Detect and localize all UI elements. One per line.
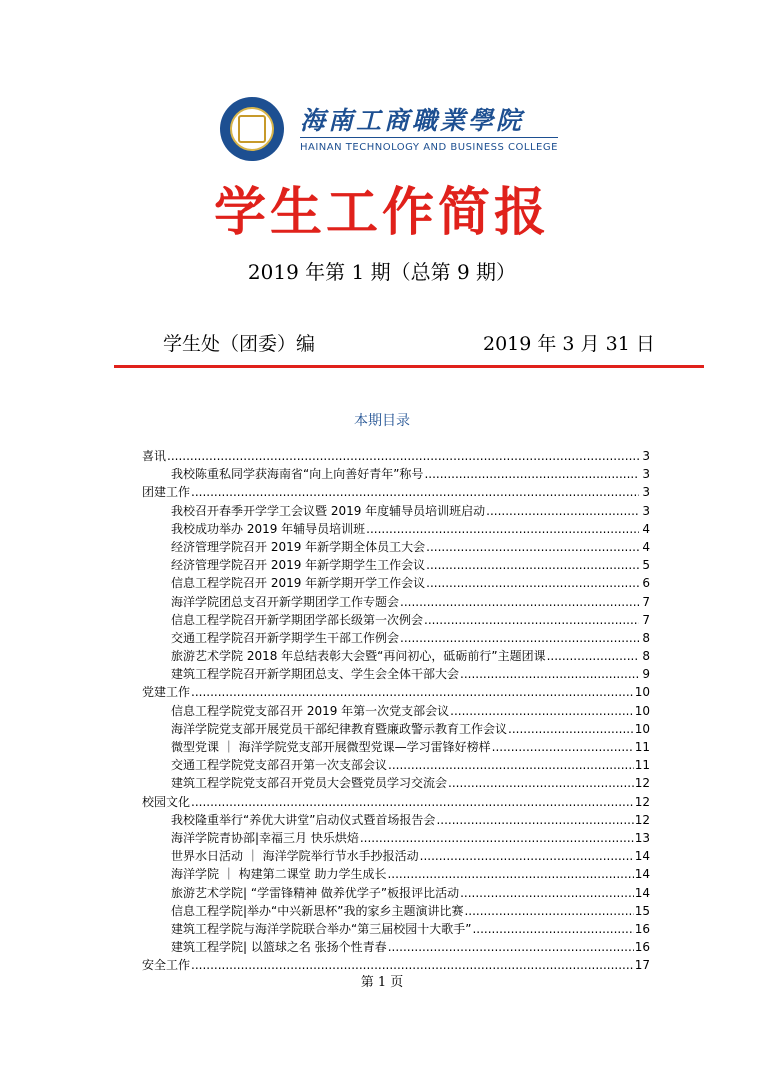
toc-entry-title: 建筑工程学院与海洋学院联合举办“第三届校园十大歌手”	[171, 921, 472, 936]
toc-leader-dots	[464, 904, 633, 918]
toc-entry[interactable]	[142, 829, 650, 847]
page-footer: 第 1 页	[360, 975, 404, 990]
toc-entry-title: 党建工作	[142, 685, 191, 700]
toc-leader-dots	[167, 449, 639, 463]
toc-leader-dots	[400, 631, 639, 645]
toc-entry[interactable]	[142, 774, 650, 792]
toc-entry[interactable]	[142, 574, 650, 592]
toc-entry-title: 信息工程学院召开新学期团学部长级第一次例会	[171, 612, 424, 627]
toc-entry-page: 3	[642, 485, 650, 500]
toc-heading: 本期目录	[354, 413, 410, 429]
toc-entry-page: 5	[642, 558, 650, 573]
table-of-contents	[142, 447, 650, 974]
toc-leader-dots	[420, 849, 634, 863]
toc-entry-page: 6	[642, 576, 650, 591]
toc-entry-title: 信息工程学院党支部召开 2019 年第一次党支部会议	[171, 703, 450, 718]
toc-entry-title: 海洋学院党支部开展党员干部纪律教育暨廉政警示教育工作会议	[171, 721, 508, 736]
issue-number: 2019 年第 1 期（总第 9 期）	[247, 260, 517, 284]
toc-entry-page: 8	[642, 630, 650, 645]
toc-entry[interactable]	[142, 502, 650, 520]
toc-entry-title: 旅游艺术学院| “学雷锋精神 做养优学子”板报评比活动	[171, 885, 460, 900]
toc-leader-dots	[360, 831, 634, 845]
toc-entry-page: 10	[634, 703, 650, 718]
toc-entry-title: 校园文化	[142, 794, 191, 809]
logo-english-name: HAINAN TECHNOLOGY AND BUSINESS COLLEGE	[300, 142, 558, 153]
toc-entry-page: 12	[634, 776, 650, 791]
toc-entry-title: 我校召开春季开学学工会议暨 2019 年度辅导员培训班启动	[171, 503, 486, 518]
toc-entry-title: 海洋学院青协部|幸福三月 快乐烘焙	[171, 830, 359, 845]
toc-entry-title: 信息工程学院|举办“中兴新思杯”我的家乡主题演讲比赛	[171, 903, 464, 918]
toc-entry-page: 17	[634, 958, 650, 973]
toc-leader-dots	[492, 740, 634, 754]
toc-entry[interactable]	[142, 465, 650, 483]
toc-entry-page: 3	[642, 467, 650, 482]
toc-entry[interactable]	[142, 665, 650, 683]
toc-leader-dots	[191, 485, 639, 499]
toc-entry[interactable]	[142, 629, 650, 647]
toc-entry-page: 3	[642, 503, 650, 518]
toc-leader-dots	[424, 467, 639, 481]
toc-leader-dots	[426, 540, 639, 554]
toc-entry-page: 7	[642, 594, 650, 609]
editor-line: 学生处（团委）编	[163, 333, 316, 355]
toc-entry-page: 9	[642, 667, 650, 682]
toc-entry-title: 信息工程学院召开 2019 年新学期开学工作会议	[171, 576, 426, 591]
toc-entry-page: 15	[634, 903, 650, 918]
toc-leader-dots	[450, 704, 634, 718]
toc-entry-title: 团建工作	[142, 485, 191, 500]
toc-entry-page: 10	[634, 721, 650, 736]
toc-entry[interactable]	[142, 556, 650, 574]
toc-entry-title: 交通工程学院召开新学期学生干部工作例会	[171, 630, 400, 645]
toc-entry-title: 微型党课 ｜ 海洋学院党支部开展微型党课—学习雷锋好榜样	[171, 740, 491, 754]
toc-entry-page: 4	[642, 539, 650, 554]
toc-entry-page: 12	[634, 812, 650, 827]
toc-leader-dots	[366, 522, 639, 536]
toc-entry-title: 喜讯	[142, 449, 167, 463]
toc-entry[interactable]	[142, 447, 650, 465]
toc-leader-dots	[400, 595, 639, 609]
toc-leader-dots	[547, 649, 639, 663]
red-divider	[114, 365, 704, 368]
toc-leader-dots	[426, 576, 639, 590]
toc-leader-dots	[191, 795, 634, 809]
toc-entry-page: 14	[634, 849, 650, 864]
toc-entry[interactable]	[142, 538, 650, 556]
bulletin-title: 学生工作简报	[213, 182, 550, 243]
toc-entry[interactable]	[142, 938, 650, 956]
toc-entry-title: 建筑工程学院| 以篮球之名 张扬个性青春	[171, 940, 387, 955]
toc-entry-title: 我校隆重举行“养优大讲堂”启动仪式暨首场报告会	[171, 812, 436, 827]
toc-leader-dots	[191, 685, 634, 699]
toc-entry-page: 3	[642, 449, 650, 463]
toc-entry-page: 8	[642, 649, 650, 664]
toc-leader-dots	[426, 558, 639, 572]
toc-entry[interactable]	[142, 520, 650, 538]
toc-leader-dots	[436, 813, 633, 827]
toc-entry-page: 16	[634, 940, 650, 955]
toc-entry[interactable]	[142, 483, 650, 501]
toc-entry-title: 交通工程学院党支部召开第一次支部会议	[171, 758, 388, 773]
toc-entry[interactable]	[142, 702, 650, 720]
toc-entry-page: 11	[634, 740, 650, 754]
logo-divider	[300, 137, 558, 138]
toc-entry[interactable]	[142, 738, 650, 756]
toc-entry[interactable]	[142, 884, 650, 902]
toc-leader-dots	[486, 504, 639, 518]
toc-entry-page: 12	[634, 794, 650, 809]
toc-entry-title: 海洋学院 ｜ 构建第二课堂 助力学生成长	[171, 867, 387, 882]
publish-date: 2019 年 3 月 31 日	[483, 333, 655, 355]
toc-entry[interactable]	[142, 756, 650, 774]
toc-entry[interactable]	[142, 847, 650, 865]
toc-entry-page: 14	[634, 867, 650, 882]
toc-entry-title: 世界水日活动 ｜ 海洋学院举行节水手抄报活动	[171, 849, 419, 864]
toc-leader-dots	[424, 613, 639, 627]
toc-entry[interactable]	[142, 611, 650, 629]
toc-entry[interactable]	[142, 793, 650, 811]
college-logo	[220, 97, 560, 163]
college-seal-icon	[220, 97, 284, 161]
toc-leader-dots	[388, 940, 634, 954]
toc-leader-dots	[388, 758, 634, 772]
toc-entry[interactable]	[142, 920, 650, 938]
toc-leader-dots	[460, 667, 639, 681]
toc-entry-title: 安全工作	[142, 958, 191, 973]
toc-entry[interactable]	[142, 902, 650, 920]
toc-entry-title: 建筑工程学院党支部召开党员大会暨党员学习交流会	[171, 776, 448, 791]
toc-entry-page: 14	[634, 885, 650, 900]
toc-entry-page: 11	[634, 758, 650, 773]
toc-entry[interactable]	[142, 720, 650, 738]
logo-chinese-name: 海南工商職業學院	[300, 106, 525, 135]
toc-entry[interactable]	[142, 593, 650, 611]
toc-leader-dots	[460, 886, 634, 900]
toc-entry-title: 经济管理学院召开 2019 年新学期全体员工大会	[171, 539, 426, 554]
toc-entry-page: 7	[642, 612, 650, 627]
toc-entry-title: 旅游艺术学院 2018 年总结表彰大会暨“再问初心，砥砺前行”主题团课	[171, 649, 546, 664]
toc-entry-title: 我校成功举办 2019 年辅导员培训班	[171, 521, 366, 536]
toc-leader-dots	[472, 922, 633, 936]
toc-entry[interactable]	[142, 865, 650, 883]
toc-entry[interactable]	[142, 647, 650, 665]
toc-entry[interactable]	[142, 683, 650, 701]
toc-entry-title: 我校陈重私同学获海南省“向上向善好青年”称号	[171, 467, 424, 482]
toc-entry-page: 4	[642, 521, 650, 536]
toc-entry-page: 10	[634, 685, 650, 700]
toc-entry-title: 建筑工程学院召开新学期团总支、学生会全体干部大会	[171, 667, 460, 682]
toc-entry-title: 经济管理学院召开 2019 年新学期学生工作会议	[171, 558, 426, 573]
toc-entry[interactable]	[142, 811, 650, 829]
toc-leader-dots	[448, 776, 634, 790]
toc-leader-dots	[508, 722, 634, 736]
toc-entry-page: 13	[634, 830, 650, 845]
toc-leader-dots	[387, 867, 633, 881]
toc-entry-page: 16	[634, 921, 650, 936]
toc-entry-title: 海洋学院团总支召开新学期团学工作专题会	[171, 594, 400, 609]
